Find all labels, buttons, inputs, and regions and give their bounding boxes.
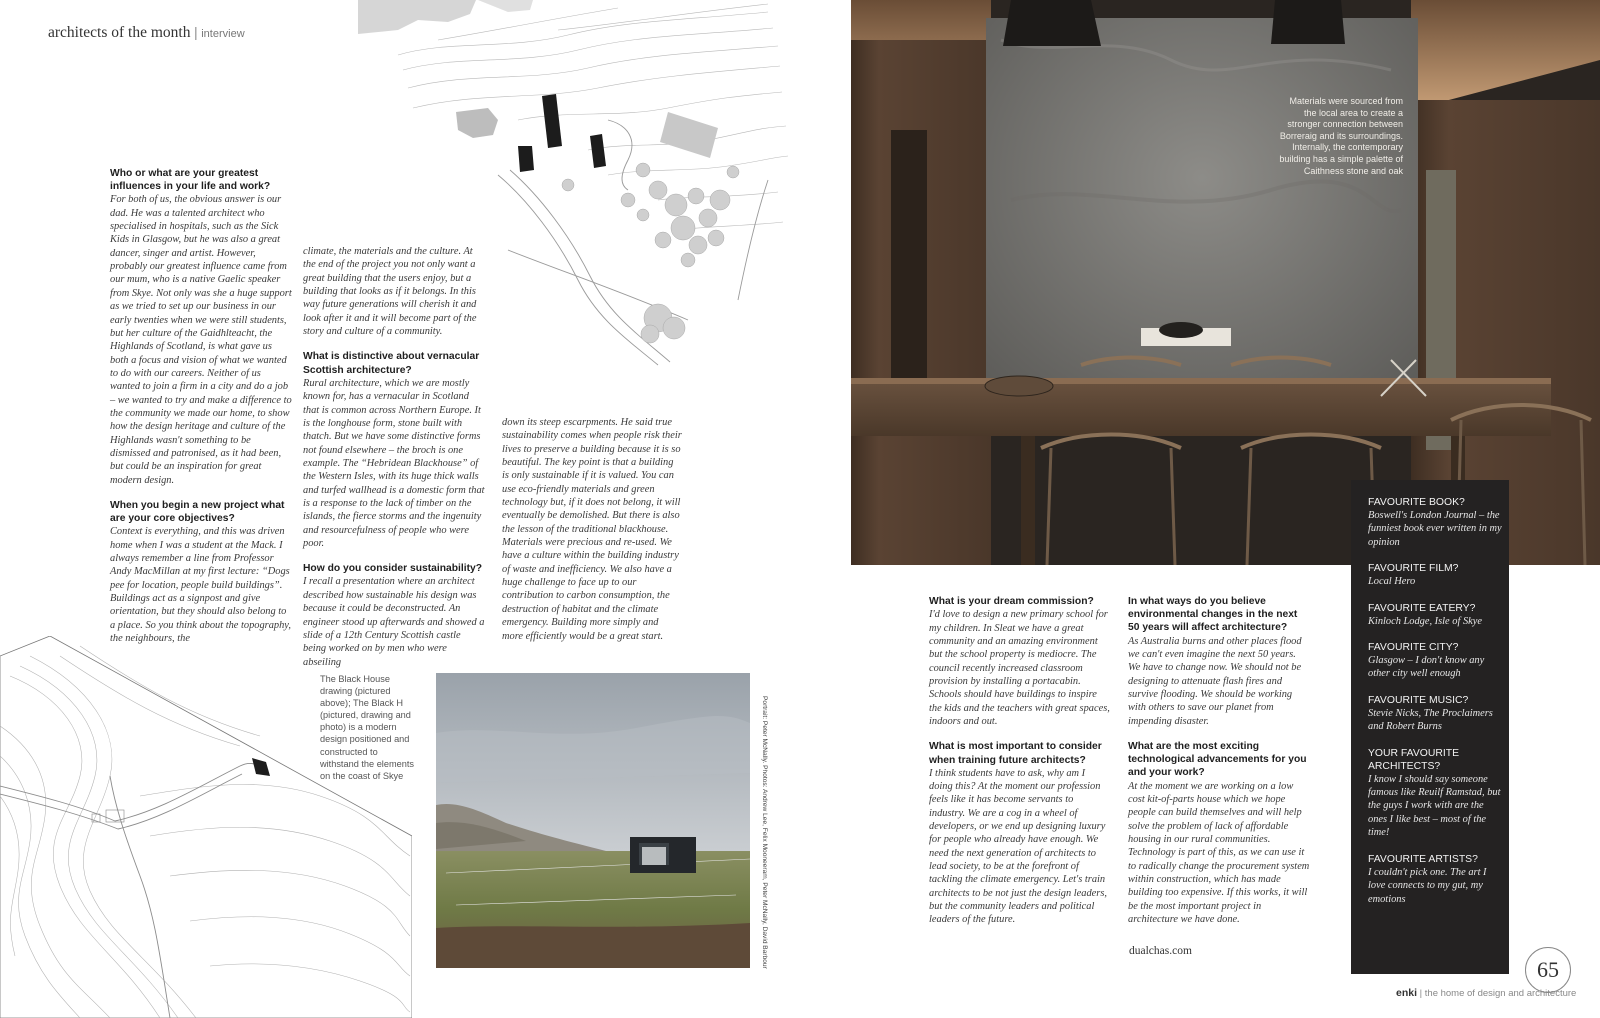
favourite-heading: FAVOURITE EATERY? [1368,602,1476,614]
footer-separator: | [1419,988,1423,999]
interview-column-1 [110,167,292,657]
favourite-heading: FAVOURITE FILM? [1368,563,1459,575]
favourite-answer: Kinloch Lodge, Isle of Skye [1368,615,1482,627]
favourites-panel [1351,480,1509,974]
interview-column-2 [303,245,485,681]
running-header [48,24,245,42]
question-heading: What are the most exciting technological advancements for you and your work? [1128,741,1307,779]
header-separator: | [194,25,198,41]
question-heading: In what ways do you believe environmental changes in the next 50 years will affect architecture? [1128,596,1298,634]
black-house-caption: The Black House drawing (pictured above); The Black H (pictured, drawing and photo) is a modern design positioned and constructed to withstand the elements on the coast of Skye [320,674,414,781]
answer-text: I think students have to ask, why am I doing this? At the moment our profession feels like it has become servants to industry. We are a cog in a wheel of developers, or we end up designing luxury for people who already have enough. We need the next generation of architects to lead society, to be at the forefront of tackling the climate emergency. Let's train architects to be not just the design leaders, but the community leaders and political leaders of the future. [929,767,1107,926]
favourite-answer: Local Hero [1368,576,1416,588]
interview-column-5 [1128,595,1310,938]
favourite-answer: Boswell's London Journal – the funniest book ever written in my opinion [1368,510,1502,548]
answer-text: climate, the materials and the culture. At the end of the project you not only want a great building that the users enjoy, but a building that looks as if it belongs. In this way future generations will cherish it and look after it and it will become part of the story and culture of a community. [303,246,477,338]
section-subtitle: interview [201,28,245,40]
page-number: 65 [1525,947,1571,993]
answer-text: For both of us, the obvious answer is our dad. He was a talented architect who specialised in hospitals, such as the Sick Kids in Glasgow, but he was also a great dancer, singer and artist. However, probably our greatest influence came from our mum, who is a native Gaelic speaker from Skye. Not only was she a huge support as we tried to set up our business in our early twenties when we were still students, but her culture of the Gaidhlteacht, the Highlands of Scotland, is what gave us both a focus and vision of what we wanted to do with our careers. Neither of us wanted to join a firm in a city and do a job – we wanted to try and make a difference to the community we made our home, to show how the design heritage and culture of the Highlands wasn't something to be dismissed and patronised, as it had been, but could be an inspiration for great modern design. [110,194,292,486]
answer-text: As Australia burns and other places flood we can't even imagine the next 50 years. We have to change now. We should not be designing to attenuate flash fires and survive flooding. We should be working with others to save our planet from impending disaster. [1128,635,1302,727]
favourite-answer: I couldn't pick one. The art I love connects to my gut, my emotions [1368,866,1487,905]
favourite-heading: YOUR FAVOURITE ARCHITECTS? [1368,747,1460,772]
page-footer [1396,987,1576,999]
favourite-answer: I know I should say someone famous like Reuilf Ramstad, but the guys I work with are the ones I like best – most of the time! [1368,773,1501,839]
favourite-heading: FAVOURITE ARTISTS? [1368,853,1478,865]
favourite-heading: FAVOURITE BOOK? [1368,497,1465,508]
answer-text: I'd love to design a new primary school for my children. In Sleat we have a great community and an amazing environment but the school property is mediocre. The council recently increased classroom provision by installing a portacabin. Schools should have buildings to inspire the kids and the teachers with great spaces, indoors and out. [929,609,1110,727]
interview-column-4 [929,595,1111,939]
photo-credit: Portrait: Peter McNally. Photos: Andrew Lee, Felix Mooneeram, Peter McNally, David Barbour [761,696,768,969]
section-title: architects of the month [48,24,191,41]
answer-text: At the moment we are working on a low cost kit-of-parts house which we hope people can build themselves and will help solve the problem of lack of affordable housing in our rural communities. Technology is part of this, as we can use it to radically change the procurement system within construction, which has made building too expensive. If this works, it will be the most important project in architecture we have done. [1128,780,1310,926]
favourite-heading: FAVOURITE CITY? [1368,642,1459,654]
question-heading: What is distinctive about vernacular Scottish architecture? [303,351,480,376]
interior-photo-caption: Materials were sourced from the local area to create a stronger connection between Borreraig and its surroundings. Internally, the contemporary building has a simple palette of Caithness stone and oak [1279,96,1403,176]
answer-text: I recall a presentation where an architect described how sustainable his design was because it could be deconstructed. An engineer stood up afterwards and showed a slide of a 12th Century Scottish castle being worked on by men who were abseiling [303,576,485,668]
black-house-photo [436,673,750,968]
footer-tagline: the home of design and architecture [1424,988,1577,999]
question-heading: How do you consider sustainability? [303,563,483,575]
website-url[interactable]: dualchas.com [1129,945,1192,957]
question-heading: What is your dream commission? [929,596,1094,607]
favourite-heading: FAVOURITE MUSIC? [1368,694,1469,706]
answer-text: Rural architecture, which we are mostly known for, has a vernacular in Scotland that is common across Northern Europe. It is the longhouse form, stone built with thatch. But we have some distinctive forms not found elsewhere – the broch is one example. The “Hebridean Blackhouse” of the Western Isles, with its huge thick walls and turfed wallhead is a domestic form that is a response to the lack of timber on the islands, the fierce storms and the ingenuity and resourcefulness of people who were poor. [303,377,485,549]
footer-brand: enki [1396,987,1418,999]
answer-text: Context is everything, and this was driven home when I was a student at the Mack. I always remember a line from Professor Andy MacMillan at my first lecture: “Dogs pee for location, people build buildings”. Buildings act as a signpost and give orientation, but they should also belong to a place. So you think about the topography, the neighbours, the [110,526,291,645]
favourite-answer: Stevie Nicks, The Proclaimers and Robert Burns [1368,707,1493,733]
interview-column-3 [502,416,682,655]
question-heading: What is most important to consider when training future architects? [929,741,1102,766]
question-heading: Who or what are your greatest influences in your life and work? [110,168,271,193]
answer-text: down its steep escarpments. He said true sustainability comes when people risk their lives to preserve a building because it is so beautiful. The key point is that a building is only sustainable if it is valued. You can use eco-friendly materials and green technology but, if it does not belong, it will eventually be demolished. But there is also the lesson of the traditional blackhouse. Materials were precious and re-used. We have a culture within the building industry of waste and inefficiency. We also have a huge challenge to face up to our contribution to carbon consumption, the destruction of habitat and the climate emergency. Building more simply and more efficiently would be a great start. [502,417,682,642]
favourite-answer: Glasgow – I don't know any other city well enough [1368,655,1485,680]
question-heading: When you begin a new project what are your core objectives? [110,499,285,525]
